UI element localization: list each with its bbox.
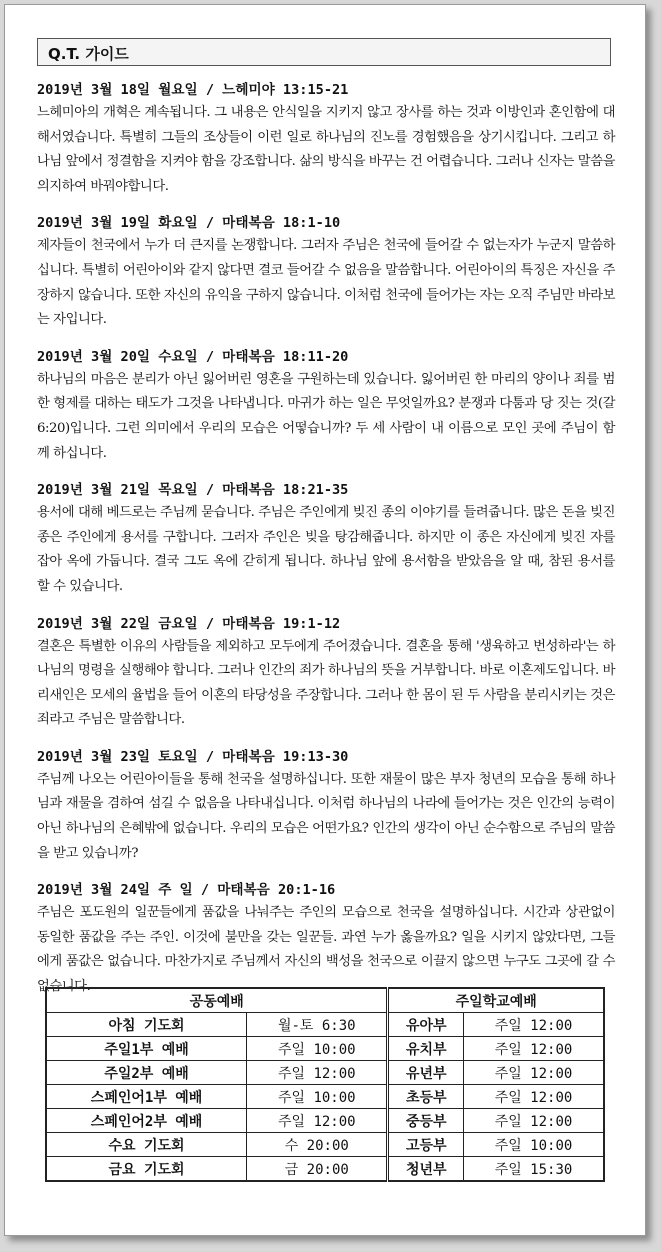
department-time: 주일 12:00 xyxy=(464,1085,604,1109)
department-time: 주일 12:00 xyxy=(464,1037,604,1061)
service-time: 주일 12:00 xyxy=(247,1061,388,1085)
devotion-entry xyxy=(37,212,615,332)
service-time: 수 20:00 xyxy=(247,1133,388,1157)
devotion-entry xyxy=(37,79,615,199)
devotion-date-passage: 2019년 3월 21일 목요일 / 마태복음 18:21-35 xyxy=(37,482,349,499)
schedule-row xyxy=(46,1013,604,1037)
department-time: 주일 12:00 xyxy=(464,1061,604,1085)
devotion-date-passage: 2019년 3월 22일 금요일 / 마태복음 19:1-12 xyxy=(37,615,341,632)
devotion-text: 결혼은 특별한 이유의 사람들을 제외하고 모두에게 주어졌습니다. 결혼을 통해 '생육하고 번성하라'는 하나님의 명령을 실행해야 합니다. 그러나 인간의 죄가 하나님의 뜻을 거부합니다. 바로 이혼제도입니다. 바리새인은 모세의 율법을 들어 이혼의 타당성을 주장합니다. 그러나 한 몸이 된 두 사람을 분리시키는 것은 죄라고 주님은 말씀합니다. xyxy=(37,638,615,728)
service-time: 주일 10:00 xyxy=(247,1037,388,1061)
service-name: 스페인어2부 예배 xyxy=(46,1109,247,1133)
devotion-date-passage: 2019년 3월 24일 주 일 / 마태복음 20:1-16 xyxy=(37,882,336,899)
devotion-entry xyxy=(37,346,615,466)
department-name: 유년부 xyxy=(388,1061,464,1085)
qt-guide-header xyxy=(37,38,611,66)
schedule-row xyxy=(46,1157,604,1182)
sunday-school-header: 주일학교예배 xyxy=(388,988,604,1013)
devotion-text: 제자들이 천국에서 누가 더 큰지를 논쟁합니다. 그러자 주님은 천국에 들어갈 수 없는자가 누군지 말씀하십니다. 특별히 어린아이와 같지 않다면 결코 들어갈 수 없음을 말씀합니다. 어린아이의 특징은 자신을 주장하지 않습니다. 또한 자신의 유익을 구하지 않습니다. 이처럼 천국에 들어가는 자는 오직 주님만 바라보는 자입니다. xyxy=(37,238,615,328)
department-time: 주일 12:00 xyxy=(464,1109,604,1133)
department-name: 청년부 xyxy=(388,1157,464,1182)
devotion-text: 용서에 대해 베드로는 주님께 묻습니다. 주님은 주인에게 빚진 종의 이야기를 들려줍니다. 많은 돈을 빚진 종은 주인에게 용서를 구합니다. 그러자 주인은 빚을 탕감해줍니다. 하지만 이 종은 자신에게 빚진 자를 잡아 옥에 가둡니다. 결국 그도 옥에 갇히게 됩니다. 하나님 앞에 용서함을 받았음을 알 때, 참된 용서를 할 수 있습니다. xyxy=(37,505,615,594)
service-time: 주일 10:00 xyxy=(247,1085,388,1109)
department-time: 주일 10:00 xyxy=(464,1133,604,1157)
devotion-entry xyxy=(37,479,615,599)
department-name: 중등부 xyxy=(388,1109,464,1133)
schedule-header-row xyxy=(46,988,604,1013)
worship-schedule-table xyxy=(45,987,605,1182)
service-name: 스페인어1부 예배 xyxy=(46,1085,247,1109)
devotion-date-passage: 2019년 3월 18일 월요일 / 느헤미야 13:15-21 xyxy=(37,82,349,98)
service-time: 월-토 6:30 xyxy=(247,1013,388,1037)
devotion-text: 주님은 포도원의 일꾼들에게 품값을 나눠주는 주인의 모습으로 천국을 설명하십니다. 시간과 상관없이 동일한 품값을 주는 주인. 이것에 불만을 갖는 일꾼들. 과연 누가 옳을까요? 일을 시키지 않았다면, 그들에게 품값은 없습니다. 마찬가지로 주님께서 자신의 백성을 천국으로 이끌지 않으면 누구도 그곳에 갈 수 없습니다. xyxy=(37,905,615,995)
bulletin-page xyxy=(4,4,646,1236)
qt-guide-title: Q.T. 가이드 xyxy=(48,45,129,63)
department-time: 주일 15:30 xyxy=(464,1157,604,1182)
schedule-row xyxy=(46,1037,604,1061)
devotion-text: 주님께 나오는 어린아이들을 통해 천국을 설명하십니다. 또한 재물이 많은 부자 청년의 모습을 통해 하나님과 재물을 겸하여 섬길 수 없음을 나타내십니다. 이처럼 하나님의 나라에 들어가는 것은 인간의 능력이 아닌 하나님의 은혜밖에 없습니다. 우리의 모습은 어떤가요? 인간의 생각이 아닌 순수함으로 주님의 말씀을 받고 있습니까? xyxy=(37,771,615,861)
devotion-text: 하나님의 마음은 분리가 아닌 잃어버린 영혼을 구원하는데 있습니다. 잃어버린 한 마리의 양이나 죄를 범한 형제를 대하는 태도가 그것을 나타냅니다. 마귀가 하는 일은 무엇일까요? 분쟁과 다툼과 당 짓는 것(갈6:20)입니다. 그런 의미에서 우리의 모습은 어떻습니까? 두 세 사람이 내 이름으로 모인 곳에 주님이 함께 하십니다. xyxy=(37,371,615,461)
department-name: 고등부 xyxy=(388,1133,464,1157)
service-time: 금 20:00 xyxy=(247,1157,388,1182)
service-name: 주일1부 예배 xyxy=(46,1037,247,1061)
department-name: 유치부 xyxy=(388,1037,464,1061)
devotion-entry xyxy=(37,746,615,866)
department-name: 초등부 xyxy=(388,1085,464,1109)
schedule-row xyxy=(46,1109,604,1133)
schedule-row xyxy=(46,1133,604,1157)
devotion-date-passage: 2019년 3월 23일 토요일 / 마태복음 19:13-30 xyxy=(37,748,349,765)
service-name: 금요 기도회 xyxy=(46,1157,247,1182)
devotion-entry xyxy=(37,613,615,733)
devotion-date-passage: 2019년 3월 19일 화요일 / 마태복음 18:1-10 xyxy=(37,215,341,232)
department-time: 주일 12:00 xyxy=(464,1013,604,1037)
department-name: 유아부 xyxy=(388,1013,464,1037)
schedule-row xyxy=(46,1061,604,1085)
joint-worship-header: 공동예배 xyxy=(46,988,388,1013)
service-name: 아침 기도회 xyxy=(46,1013,247,1037)
service-time: 주일 12:00 xyxy=(247,1109,388,1133)
devotion-text: 느헤미아의 개혁은 계속됩니다. 그 내용은 안식일을 지키지 않고 장사를 하는 것과 이방인과 혼인함에 대해서였습니다. 특별히 그들의 조상들이 이런 일로 하나님의 진노를 경험했음을 상기시킵니다. 그리고 하나님 앞에서 정결함을 지켜야 함을 강조합니다. 삶의 방식을 바꾸는 건 어렵습니다. 그러나 신자는 말씀을 의지하여 바꿔야합니다. xyxy=(37,105,615,194)
devotion-date-passage: 2019년 3월 20일 수요일 / 마태복음 18:11-20 xyxy=(37,348,349,365)
devotion-entry xyxy=(37,879,615,999)
devotion-list xyxy=(37,79,615,1013)
service-name: 수요 기도회 xyxy=(46,1133,247,1157)
schedule-row xyxy=(46,1085,604,1109)
service-name: 주일2부 예배 xyxy=(46,1061,247,1085)
